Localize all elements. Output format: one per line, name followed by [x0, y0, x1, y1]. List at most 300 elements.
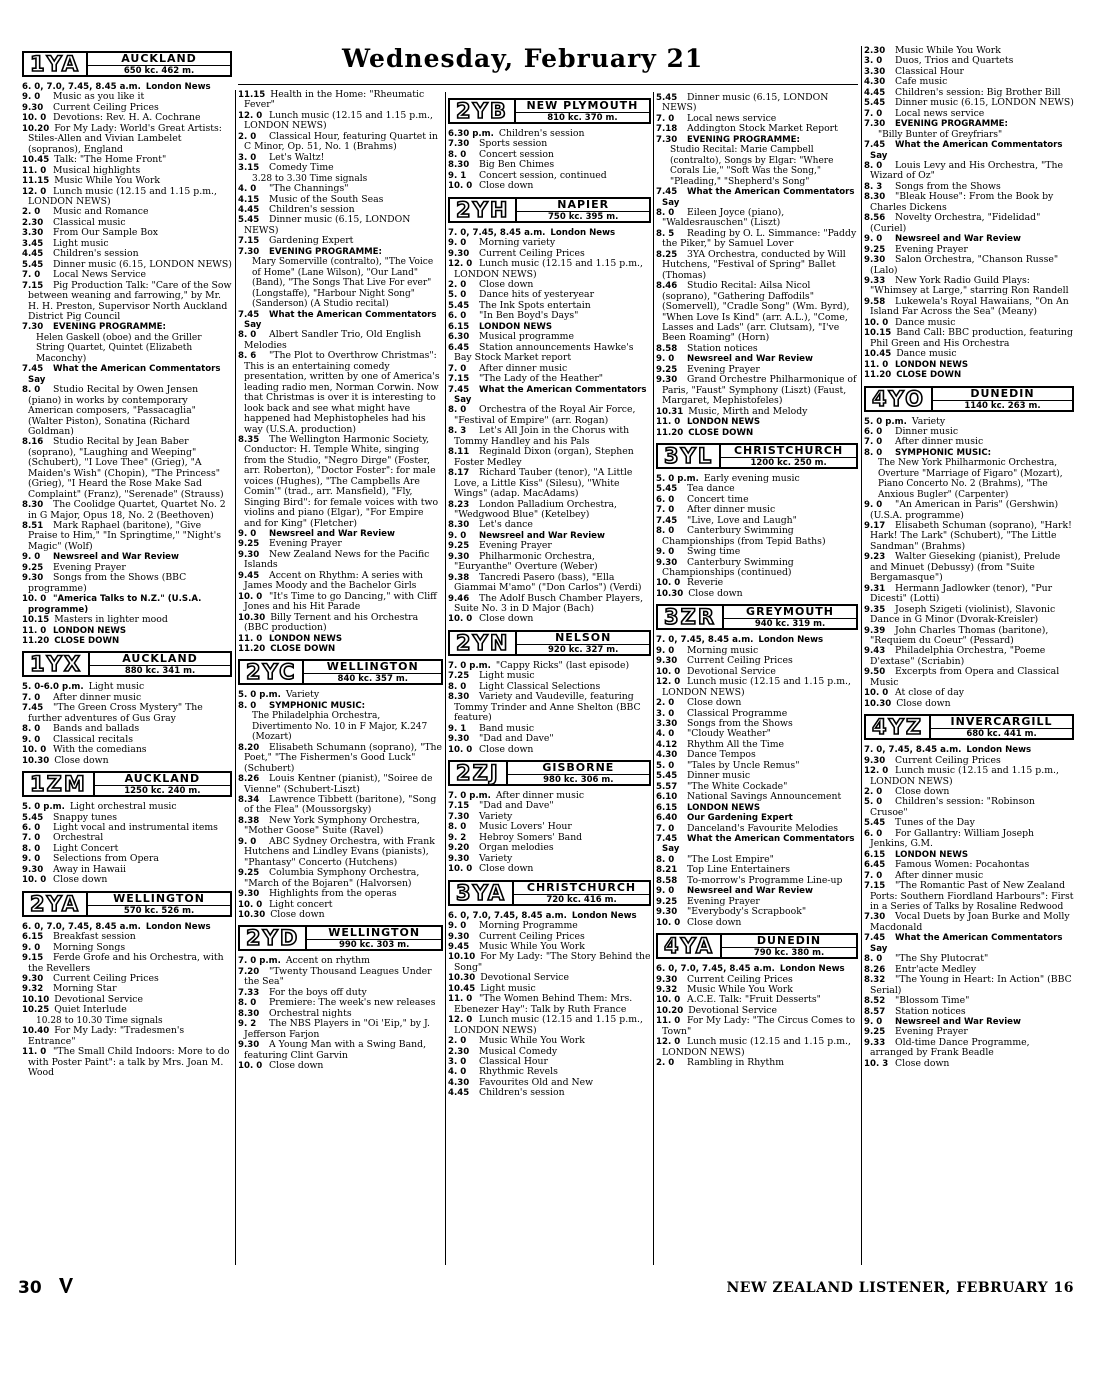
- programme-entry: [656, 771, 858, 781]
- programme-title: Close down: [269, 1060, 324, 1071]
- programme-title: Devotional Service: [687, 666, 776, 677]
- programme-title: Current Ceiling Prices: [53, 102, 159, 113]
- programme-time: 10. 0: [656, 995, 681, 1006]
- programme-time: 7.45: [864, 933, 886, 944]
- programme-time: 6. 0: [864, 828, 883, 839]
- programme-time: 9. 0: [22, 942, 41, 953]
- station-header: [864, 386, 1074, 412]
- programme-title: Children's session: "Robinson Crusoe": [870, 797, 1035, 818]
- programme-entry: [22, 385, 232, 437]
- programme-entry: [238, 330, 443, 351]
- programme-title: Orchestra of the Royal Air Force, "Festival of Empire" (arr. Rogan): [454, 405, 636, 426]
- programme-time: 9. 1: [448, 170, 467, 181]
- programme-entry: [448, 1067, 651, 1077]
- programme-entry: [864, 46, 1074, 56]
- programme-title: Band music: [479, 723, 535, 734]
- programme-entry: [656, 505, 858, 515]
- programme-title: Early evening music: [703, 473, 800, 484]
- programme-time: 10. 0: [22, 594, 47, 605]
- programme-time: 2. 0: [448, 1036, 467, 1047]
- programme-title: From Our Sample Box: [53, 228, 159, 239]
- programme-time: 3.30: [22, 228, 44, 239]
- programme-title: "Tales by Uncle Remus": [687, 760, 800, 771]
- programme-entry: [22, 615, 232, 625]
- programme-title: Close down: [895, 1058, 950, 1069]
- programme-time: 2.30: [22, 217, 44, 228]
- programme-entry: [448, 552, 651, 573]
- programme-title: Dinner music: [687, 771, 751, 782]
- programme-entry: [448, 1047, 651, 1057]
- programme-title: Dance hits of yesteryear: [479, 290, 595, 301]
- programme-entry: [448, 1088, 651, 1098]
- programme-time: 5. 0 p.m.: [864, 416, 907, 427]
- programme-entry: [448, 682, 651, 692]
- programme-entry: [864, 605, 1074, 626]
- programme-title: CLOSE DOWN: [270, 644, 336, 655]
- programme-entry: [656, 344, 858, 354]
- station-header: [864, 714, 1074, 740]
- programme-title: Rhythm All the Time: [687, 739, 785, 750]
- programme-title: For My Lady: "The Circus Comes to Town": [662, 1016, 856, 1037]
- programme-title: Classical Hour: [895, 66, 964, 77]
- programme-time: 9.39: [864, 625, 886, 636]
- programme-entry: [22, 1026, 232, 1047]
- programme-time: 10. 0: [448, 864, 473, 875]
- programme-title: London News: [758, 635, 824, 646]
- programme-entry: [656, 1037, 858, 1058]
- programme-entry: [22, 703, 232, 724]
- programme-entry: [656, 516, 858, 526]
- programme-title: LONDON NEWS: [687, 417, 761, 428]
- programme-title: Morning Star: [53, 984, 117, 995]
- programme-entry: [864, 881, 1074, 912]
- programme-entry: [238, 571, 443, 592]
- programme-title: Studio Recital by Jean Baber (soprano), "Laughing and Weeping" (Schubert), "I Love Thee" (Grieg), "A Maiden's Wish" (Chopin), "The Princess" (Grieg), "I Heard the Rose Make Sad Complaint" (Franz), "Serenade" (Strauss): [28, 437, 224, 500]
- station-city: NEW PLYMOUTH: [516, 100, 649, 113]
- programme-time: 5.45: [656, 484, 678, 495]
- station-header: [656, 604, 858, 630]
- programme-time: 7.45: [22, 364, 44, 375]
- programme-entry: [448, 932, 651, 942]
- programme-title: Newsreel and War Review: [479, 530, 605, 541]
- programme-title: Songs from the Shows: [687, 719, 793, 730]
- programme-entry: [656, 1058, 858, 1068]
- programme-title: Variety: [479, 811, 513, 822]
- programme-title: Close down: [479, 744, 534, 755]
- programme-time: 6. 0: [448, 311, 467, 322]
- programme-entry: [864, 787, 1074, 797]
- programme-title: Music of the South Seas: [269, 194, 384, 205]
- programme-entry: [238, 690, 443, 700]
- programme-time: 9.43: [864, 646, 886, 657]
- programme-entry: [22, 281, 232, 323]
- programme-time: 10. 3: [864, 1058, 889, 1069]
- programme-entry: [448, 843, 651, 853]
- programme-title: Music as you like it: [53, 92, 145, 103]
- programme-detail: Helen Gaskell (oboe) and the Griller String Quartet, Quintet (Elizabeth Maconchy): [36, 332, 202, 364]
- programme-entry: [448, 573, 651, 594]
- programme-entry: [22, 573, 232, 594]
- programme-title: With the comedians: [53, 745, 147, 756]
- programme-entry: [238, 701, 443, 711]
- programme-time: 7. 0, 7.45, 8.45 a.m.: [656, 635, 754, 646]
- programme-title: Close down: [479, 614, 534, 625]
- programme-time: 8. 3: [864, 181, 883, 192]
- programme-title: What the American Commentators Say: [662, 834, 855, 855]
- programme-entry: [656, 354, 858, 364]
- programme-time: 4.30: [864, 77, 886, 88]
- programme-time: 8. 0: [448, 822, 467, 833]
- programme-time: 7. 0: [864, 108, 883, 119]
- programme-time: 4.45: [864, 87, 886, 98]
- station-callsign: 1YX: [24, 653, 90, 675]
- programme-time: 6.45: [448, 342, 470, 353]
- programme-time: 8.30: [238, 1008, 260, 1019]
- programme-time: 11.15: [238, 90, 266, 100]
- station-callsign: 2YD: [240, 927, 307, 949]
- programme-entry: [448, 249, 651, 259]
- programme-title: Tunes of the Day: [895, 818, 975, 829]
- programme-title: Current Ceiling Prices: [53, 973, 159, 984]
- programme-entry: [22, 865, 232, 875]
- column-2: [238, 90, 443, 1071]
- programme-title: Excerpts from Opera and Classical Music: [870, 667, 1060, 688]
- programme-time: 6.10: [656, 792, 678, 803]
- programme-entry: [864, 584, 1074, 605]
- programme-time: 4.45: [448, 1088, 470, 1099]
- programme-entry: [656, 834, 858, 855]
- programme-time: 7.30: [22, 322, 44, 333]
- station-callsign: 2YA: [24, 893, 88, 915]
- programme-title: The Coolidge Quartet, Quartet No. 2 in G Major, Opus 18, No. 2 (Beethoven): [28, 500, 226, 521]
- programme-entry: [656, 635, 858, 645]
- programme-entry: [22, 682, 232, 692]
- programme-title: Classical Programme: [687, 708, 788, 719]
- programme-title: Children's session: Big Brother Bill: [895, 87, 1061, 98]
- programme-detail: "Billy Bunter of Greyfriars": [878, 129, 1003, 140]
- programme-time: 7.20: [238, 966, 260, 977]
- programme-time: 7.15: [448, 801, 470, 812]
- programme-entry: [22, 176, 232, 186]
- programme-entry: [448, 1078, 651, 1088]
- programme-title: Morning Programme: [479, 921, 578, 932]
- programme-title: Close down: [687, 698, 742, 709]
- programme-title: Musical highlights: [53, 165, 141, 176]
- programme-title: Rambling in Rhythm: [687, 1058, 785, 1069]
- programme-time: 8. 0: [864, 447, 883, 458]
- programme-time: 7.45: [448, 384, 470, 395]
- programme-time: 4. 0: [656, 729, 675, 740]
- programme-title: Evening Prayer: [687, 896, 760, 907]
- programme-title: Ferde Grofe and his Orchestra, with the Revellers: [28, 953, 224, 974]
- programme-time: 6.40: [656, 813, 678, 824]
- programme-entry: [656, 677, 858, 698]
- programme-title: Light music: [479, 671, 535, 682]
- programme-entry: [864, 213, 1074, 234]
- programme-time: 7. 0: [656, 823, 675, 834]
- station-city: DUNEDIN: [722, 935, 856, 948]
- programme-title: Newsreel and War Review: [269, 529, 395, 540]
- programme-time: 11. 0: [656, 417, 681, 428]
- station-header: [238, 925, 443, 951]
- programme-time: 9. 2: [238, 1019, 257, 1030]
- programme-entry: [864, 626, 1074, 647]
- programme-title: Louis Levy and His Orchestra, "The Wizard of Oz": [870, 160, 1063, 182]
- programme-entry: [656, 365, 858, 375]
- programme-title: Lunch music (12.15 and 1.15 p.m., LONDON NEWS): [28, 186, 217, 207]
- programme-title: EVENING PROGRAMME:: [53, 322, 166, 333]
- programme-entry: [864, 427, 1074, 437]
- programme-entry: [22, 552, 232, 562]
- programme-title: Let's All Join in the Chorus with Tommy Handley and his Pals: [454, 426, 630, 447]
- programme-entry: [448, 745, 651, 755]
- programme-title: "The Small Child Indoors: More to do with Poster Paint": a talk by Mrs. Joan M. Wood: [28, 1047, 230, 1079]
- programme-time: 11. 0: [448, 994, 473, 1005]
- programme-entry: [864, 119, 1074, 129]
- programme-title: "Everybody's Scrapbook": [687, 907, 807, 918]
- programme-title: After dinner music: [895, 437, 984, 448]
- programme-entry: [864, 1059, 1074, 1069]
- programme-time: 7.45: [656, 515, 678, 526]
- programme-entry: [864, 996, 1074, 1006]
- programme-entry: [448, 724, 651, 734]
- programme-title: Let's Waltz!: [269, 152, 325, 163]
- station-frequency: 990 kc. 303 m.: [338, 940, 410, 951]
- programme-time: 7. 0 p.m.: [448, 791, 491, 802]
- station-callsign: 2YH: [450, 199, 517, 221]
- programme-entry: [448, 181, 651, 191]
- programme-title: Music Lovers' Hour: [479, 822, 572, 833]
- programme-title: The Ink Spots entertain: [479, 300, 591, 311]
- programme-time: 5.45: [448, 300, 470, 311]
- programme-entry: [22, 995, 232, 1005]
- programme-time: 8.30: [864, 192, 886, 203]
- programme-time: 9.46: [448, 593, 470, 604]
- programme-title: What the American Commentators Say: [662, 187, 855, 208]
- programme-entry: [656, 589, 858, 599]
- programme-time: 11. 0: [22, 165, 47, 176]
- programme-time: 10.45: [448, 983, 476, 994]
- programme-title: Newsreel and War Review: [895, 1016, 1021, 1027]
- programme-time: 8.30: [448, 692, 470, 703]
- programme-entry: [238, 998, 443, 1008]
- programme-time: 10. 0: [448, 181, 473, 192]
- station-frequency: 680 kc. 441 m.: [966, 729, 1037, 740]
- programme-entry: [448, 238, 651, 248]
- programme-title: LONDON NEWS: [895, 849, 969, 860]
- programme-time: 9.58: [864, 296, 886, 307]
- programme-time: 8. 0: [448, 149, 467, 160]
- programme-title: Pig Production Talk: "Care of the Sow between weaning and farrowing," by Mr. H. H. Preston, Supervisor North Auckland District Pig Council: [28, 280, 232, 322]
- programme-time: 8.11: [448, 447, 470, 458]
- programme-entry: [864, 67, 1074, 77]
- programme-entry: [448, 531, 651, 541]
- programme-entry: [864, 954, 1074, 964]
- programme-time: 9.33: [864, 1037, 886, 1048]
- programme-title: New York Radio Guild Plays: "Whimsey at Large," starring Ron Randell: [870, 275, 1069, 297]
- programme-title: Canterbury Swimming Championships (from Tepid Baths): [662, 526, 826, 547]
- programme-entry: [864, 766, 1074, 787]
- station-city: NELSON: [517, 632, 649, 645]
- programme-title: Close down: [270, 909, 325, 920]
- programme-title: "Twenty Thousand Leagues Under the Sea": [244, 966, 432, 988]
- programme-time: 7. 0: [864, 870, 883, 881]
- programme-title: For the boys off duty: [269, 987, 367, 998]
- station-info: [88, 893, 230, 915]
- programme-title: Dance music: [895, 317, 956, 328]
- programme-time: 12. 0: [448, 259, 473, 270]
- programme-time: 6. 0, 7.0, 7.45, 8.45 a.m.: [448, 910, 567, 921]
- programme-entry: [22, 735, 232, 745]
- programme-time: 9. 0: [656, 886, 675, 897]
- programme-title: Columbia Symphony Orchestra, "March of the Bojaren" (Halvorsen): [244, 868, 420, 889]
- programme-title: "Cappy Ricks" (last episode): [495, 660, 630, 671]
- programme-entry: [864, 756, 1074, 766]
- programme-title: Accent on Rhythm: A series with James Moody and the Bachelor Girls: [244, 570, 423, 592]
- programme-time: 8. 0: [22, 724, 41, 735]
- programme-entry: [22, 594, 232, 615]
- programme-entry: [864, 667, 1074, 688]
- programme-time: 3. 0: [864, 56, 883, 67]
- programme-time: 9. 0: [656, 547, 675, 558]
- programme-entry: [22, 103, 232, 113]
- programme-time: 8. 0: [448, 405, 467, 416]
- programme-title: Music While You Work: [479, 942, 585, 952]
- programme-time: 9.25: [656, 364, 678, 375]
- programme-time: 7.33: [238, 987, 260, 998]
- programme-time: 8.30: [22, 500, 44, 511]
- programme-time: 8. 0: [238, 330, 257, 341]
- programme-title: A Young Man with a Swing Band, featuring Clint Garvin: [244, 1040, 427, 1061]
- programme-time: 8. 0: [864, 954, 883, 965]
- station-info: [514, 882, 649, 904]
- programme-entry: [448, 405, 651, 426]
- programme-entry: [656, 709, 858, 719]
- programme-entry: [656, 558, 858, 579]
- programme-entry: [656, 547, 858, 557]
- programme-time: 12. 0: [22, 186, 47, 197]
- programme-entry: [656, 417, 858, 427]
- programme-entry: [238, 310, 443, 331]
- programme-entry: [656, 495, 858, 505]
- programme-title: Evening Prayer: [479, 541, 552, 552]
- programme-entry: [22, 166, 232, 176]
- programme-time: 7. 0: [448, 363, 467, 374]
- station-info: [508, 762, 649, 784]
- programme-title: Music and Romance: [53, 207, 149, 218]
- station-header: [656, 933, 858, 959]
- programme-time: 9.30: [22, 973, 44, 984]
- programme-time: 8. 0: [656, 207, 675, 218]
- programme-time: 10.30: [448, 973, 476, 984]
- programme-time: 9.30: [448, 931, 470, 942]
- programme-time: 9.30: [22, 864, 44, 875]
- programme-time: 9.17: [864, 521, 886, 532]
- programme-entry: [448, 594, 651, 615]
- programme-entry: [238, 539, 443, 549]
- programme-time: 10.45: [864, 349, 892, 360]
- programme-entry: [864, 328, 1074, 349]
- programme-entry: [238, 247, 443, 257]
- programme-time: 11.20: [22, 636, 50, 647]
- programme-title: Classical Hour, featuring Quartet in C Minor, Op. 51, No. 1 (Brahms): [244, 131, 438, 153]
- programme-title: Classical music: [53, 217, 126, 228]
- programme-time: 5. 0 p.m.: [22, 802, 65, 813]
- programme-title: What the American Commentators Say: [870, 140, 1063, 161]
- programme-title: Elisabeth Schuman (soprano), "Hark! Hark! The Lark" (Schubert), "The Little Sandman" (Brahms): [870, 521, 1072, 552]
- programme-time: 5. 0-6.0 p.m.: [22, 682, 84, 693]
- programme-entry: [22, 745, 232, 755]
- programme-entry: [656, 897, 858, 907]
- programme-entry: [864, 276, 1074, 297]
- programme-entry: [22, 844, 232, 854]
- programme-title: EVENING PROGRAMME:: [687, 134, 800, 145]
- programme-entry: [448, 921, 651, 931]
- station-info: [307, 927, 441, 949]
- programme-title: Close down: [895, 787, 950, 797]
- programme-entry: [238, 195, 443, 205]
- programme-entry: [448, 671, 651, 681]
- programme-entry: [656, 484, 858, 494]
- station-city: GISBORNE: [508, 762, 649, 775]
- programme-time: 6.45: [864, 860, 886, 871]
- programme-title: Orchestral nights: [269, 1008, 352, 1019]
- programme-time: 7. 0: [22, 692, 41, 703]
- programme-entry: [238, 236, 443, 246]
- programme-title: Light music: [88, 682, 145, 693]
- programme-entry: [656, 985, 858, 995]
- programme-title: Band Call: BBC production, featuring Phil Green and His Orchestra: [870, 328, 1073, 349]
- programme-title: Joseph Szigeti (violinist), Slavonic Dance in G Minor (Dvorak-Kreisler): [870, 604, 1056, 626]
- programme-title: Old-time Dance Programme, arranged by Frank Beadle: [870, 1037, 1030, 1059]
- programme-time: 6.15: [656, 802, 678, 813]
- station-header: [656, 443, 858, 469]
- programme-time: 9. 1: [448, 723, 467, 734]
- programme-entry: [656, 876, 858, 886]
- programme-time: 9. 0: [238, 529, 257, 540]
- programme-time: 8.32: [864, 975, 886, 986]
- programme-entry: [448, 332, 651, 342]
- station-header: [448, 760, 651, 786]
- station-city: CHRISTCHURCH: [514, 882, 649, 895]
- programme-time: 7.15: [238, 236, 260, 247]
- programme-time: 3.45: [22, 238, 44, 249]
- column-divider: [445, 92, 446, 1265]
- programme-time: 10. 0: [22, 875, 47, 886]
- programme-time: 7.30: [448, 811, 470, 822]
- programme-time: 9.30: [448, 551, 470, 562]
- programme-entry: [238, 816, 443, 837]
- programme-entry: [656, 865, 858, 875]
- programme-time: 6.15: [22, 932, 44, 943]
- programme-title: "An American in Paris" (Gershwin) (U.S.A. programme): [870, 500, 1059, 521]
- programme-time: 10.15: [864, 328, 892, 339]
- programme-time: 8.17: [448, 468, 470, 479]
- station-callsign: 3YL: [658, 445, 721, 467]
- programme-time: 6. 0: [22, 823, 41, 833]
- programme-time: 9.25: [864, 244, 886, 255]
- programme-entry: [22, 500, 232, 521]
- programme-time: 7.45: [656, 187, 678, 198]
- programme-title: Orchestral: [53, 833, 104, 844]
- programme-entry: [864, 797, 1074, 818]
- programme-entry: [656, 855, 858, 865]
- programme-entry: [448, 812, 651, 822]
- programme-title: London News: [966, 745, 1032, 756]
- programme-time: 7. 0: [656, 113, 675, 124]
- programme-entry: [238, 644, 443, 654]
- programme-time: 5. 0: [864, 797, 883, 808]
